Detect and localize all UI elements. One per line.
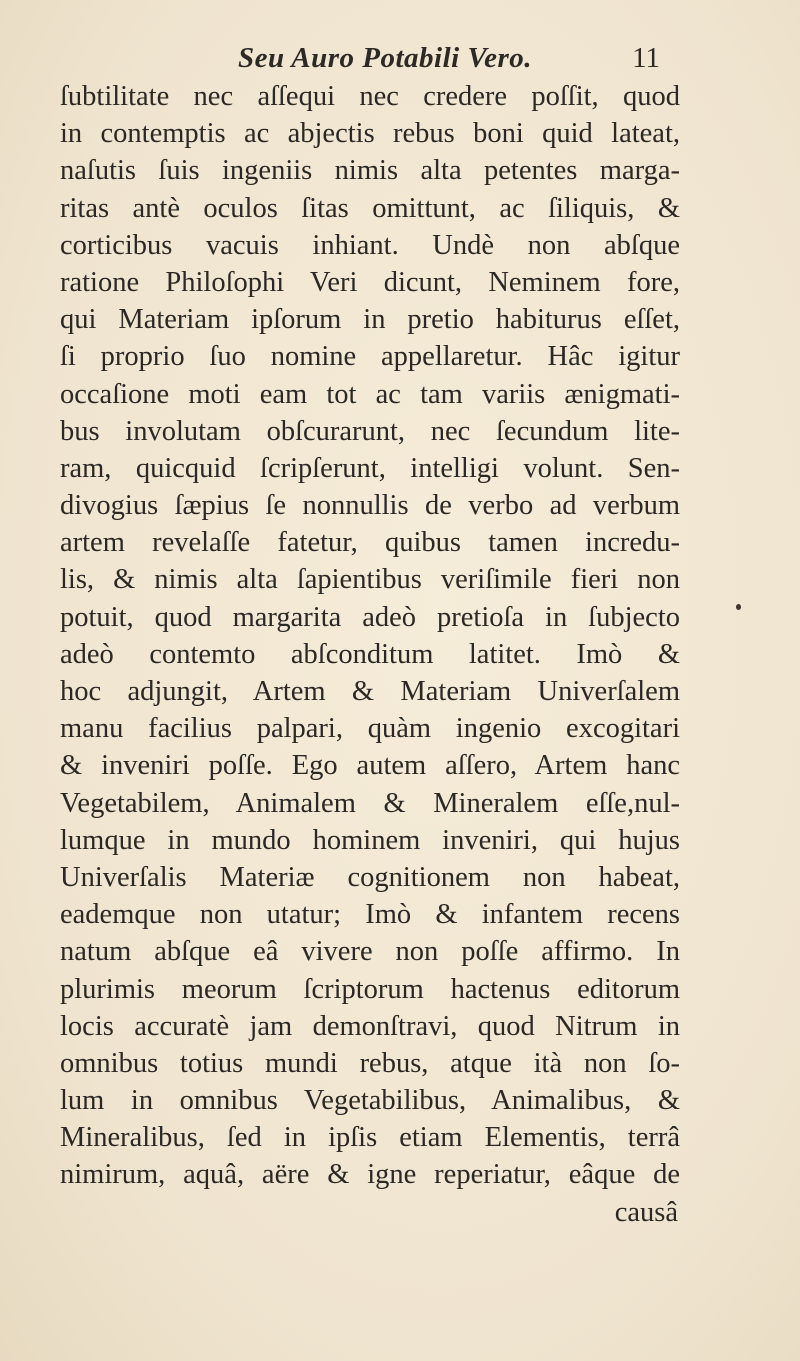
text-line: Mineralibus, ſed in ipſis etiam Elementis, terrâ [60,1122,680,1154]
text-line: nimirum, aquâ, aëre & igne reperiatur, eâque de [60,1159,680,1191]
catchword: causâ [614,1196,678,1228]
text-line: locis accuratè jam demonſtravi, quod Nitrum in [60,1010,680,1042]
text-line: omnibus totius mundi rebus, atque ità non ſo- [60,1047,680,1079]
text-line: adeò contemto abſconditum latitet. Imò & [60,638,680,670]
ink-speck [736,604,741,610]
text-line: corticibus vacuis inhiant. Undè non abſque [60,229,680,261]
text-line: Vegetabilem, Animalem & Mineralem eſſe,nul- [60,787,680,819]
text-line: hoc adjungit, Artem & Materiam Univerſalem [60,676,680,707]
text-line: natum abſque eâ vivere non poſſe affirmo. In [60,936,680,968]
text-line: lumque in mundo hominem inveniri, qui hujus [60,824,680,856]
text-line: ratione Philoſophi Veri dicunt, Neminem fore, [60,266,680,298]
text-line: lum in omnibus Vegetabilibus, Animalibus, & [60,1085,680,1117]
page-number: 11 [632,42,660,74]
text-line: occaſione moti eam tot ac tam variis ænigmati- [60,378,680,410]
text-line: ram, quicquid ſcripſerunt, intelligi volunt. Sen- [60,452,680,484]
text-line: lis, & nimis alta ſapientibus veriſimile fieri non [60,564,680,596]
text-line: qui Materiam ipſorum in pretio habiturus eſſet, [60,304,680,336]
text-line: potuit, quod margarita adeò pretioſa in ſubjecto [60,601,680,633]
text-line: naſutis ſuis ingeniis nimis alta petentes marga- [60,155,680,187]
text-line: in contemptis ac abjectis rebus boni quid lateat, [60,118,680,150]
text-line: artem revelaſſe fatetur, quibus tamen incredu- [60,527,680,559]
text-line: & inveniri poſſe. Ego autem aſſero, Artem hanc [60,750,680,782]
text-line: bus involutam obſcurarunt, nec ſecundum lite- [60,415,680,447]
text-line: eademque non utatur; Imò & infantem recens [60,899,680,931]
text-line: divogius ſæpius ſe nonnullis de verbo ad verbum [60,490,680,522]
text-line: ſi proprio ſuo nomine appellaretur. Hâc igitur [60,341,680,373]
text-line: plurimis meorum ſcriptorum hactenus editorum [60,973,680,1005]
running-title: Seu Auro Potabili Vero. [237,42,533,74]
page-header [0,42,800,82]
text-line: Univerſalis Materiæ cognitionem non habeat, [60,861,680,893]
text-line: manu facilius palpari, quàm ingenio excogitari [60,713,680,745]
text-line: ſubtilitate nec aſſequi nec credere poſſit, quod [60,81,680,112]
text-line: ritas antè oculos ſitas omittunt, ac ſiliquis, & [60,192,680,224]
body-text [60,78,680,1231]
